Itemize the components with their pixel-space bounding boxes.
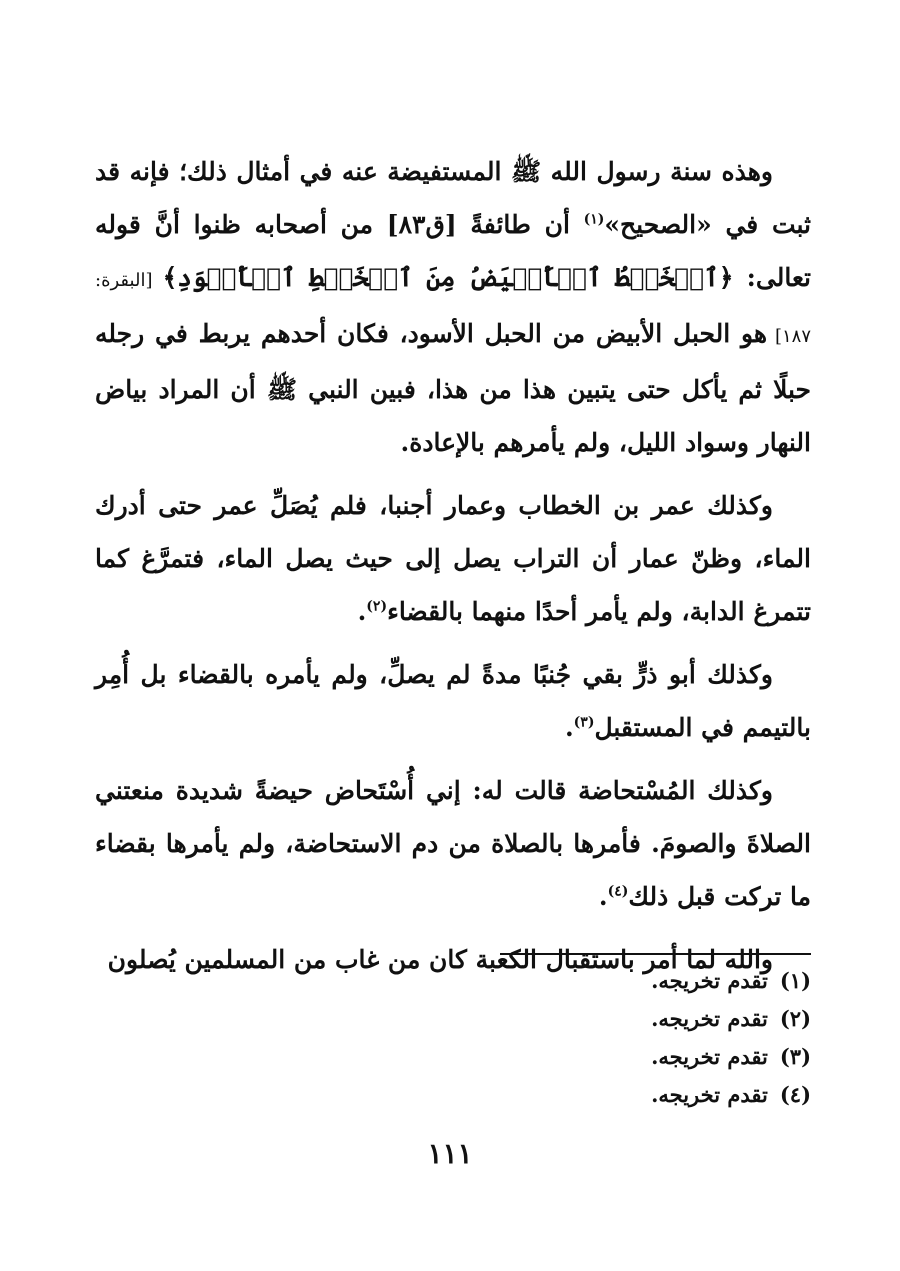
- footnote-1: [411, 962, 811, 1000]
- footnote-number: (٤): [779, 1082, 811, 1107]
- paragraph-1: [95, 145, 811, 469]
- paragraph-3: [95, 648, 811, 754]
- paragraph-1-text-c: هو الحبل الأبيض من الحبل الأسود، فكان أحدهم يربط في رجله حبلًا ثم يأكل حتى يتبين هذا من هذا، فبين النبي ﷺ أن المراد بياض النهار وسواد الليل، ولم يأمرهم بالإعادة.: [95, 319, 811, 457]
- paragraph-2-text: وكذلك عمر بن الخطاب وعمار أجنبا، فلم يُصَلِّ عمر حتى أدرك الماء، وظنّ عمار أن التراب يصل إلى حيث يصل الماء، فتمرَّغ كما تتمرغ الدابة، ولم يأمر أحدًا منهما بالقضاء: [95, 491, 811, 626]
- footnote-3: [411, 1038, 811, 1076]
- footnote-number: (١): [779, 968, 811, 993]
- paragraph-3-text: وكذلك أبو ذرٍّ بقي جُنبًا مدةً لم يصلِّ، ولم يأمره بالقضاء بل أُمِر بالتيمم في المستقبل: [95, 660, 811, 742]
- paragraph-4-text: وكذلك المُسْتحاضة قالت له: إني أُسْتَحاض حيضةً شديدة منعتني الصلاةَ والصومَ. فأمرها بالصلاة من دم الاستحاضة، ولم يأمرها بقضاء ما تركت قبل ذلك: [95, 776, 811, 911]
- footnote-ref-1: (١): [583, 211, 605, 228]
- footnote-ref-4: (٤): [607, 883, 629, 900]
- footnote-ref-2: (٢): [366, 598, 388, 615]
- paragraph-4: [95, 764, 811, 923]
- paragraph-1-text-a: وهذه سنة رسول الله ﷺ المستفيضة عنه في أمثال ذلك؛ فإنه قد ثبت في «الصحيح»: [95, 157, 811, 239]
- footnote-ref-3: (٣): [573, 714, 595, 731]
- paragraph-4-end: .: [598, 882, 608, 911]
- paragraph-2-end: .: [357, 597, 367, 626]
- footnote-number: (٢): [779, 1006, 811, 1031]
- main-text: [95, 145, 811, 986]
- page-number: ١١١: [427, 1137, 473, 1170]
- footnote-text: تقدم تخريجه.: [651, 1082, 768, 1107]
- footnote-divider: [500, 953, 811, 955]
- footnote-2: [411, 1000, 811, 1038]
- verse-reference: [البقرة: ١٨٧]: [95, 270, 811, 347]
- footnote-text: تقدم تخريجه.: [651, 1006, 768, 1031]
- quran-verse: ﴿ٱلۡخَيۡطُ ٱلۡأَبۡيَضُ مِنَ ٱلۡخَيۡطِ ٱلۡأَسۡوَدِ﴾: [162, 263, 734, 292]
- paragraph-1-text-b: أن طائفةً [ق٨٣] من أصحابه ظنوا أنَّ قوله تعالى:: [95, 210, 811, 292]
- footnotes: [411, 962, 811, 1114]
- footnote-text: تقدم تخريجه.: [651, 1044, 768, 1069]
- footnote-text: تقدم تخريجه.: [651, 968, 768, 993]
- paragraph-3-end: .: [564, 713, 574, 742]
- footnote-4: [411, 1076, 811, 1114]
- paragraph-2: [95, 479, 811, 638]
- footnote-number: (٣): [779, 1044, 811, 1069]
- paragraph-5-text: والله لما أمر باستقبال الكعبة كان من غاب من المسلمين يُصلون: [107, 945, 773, 974]
